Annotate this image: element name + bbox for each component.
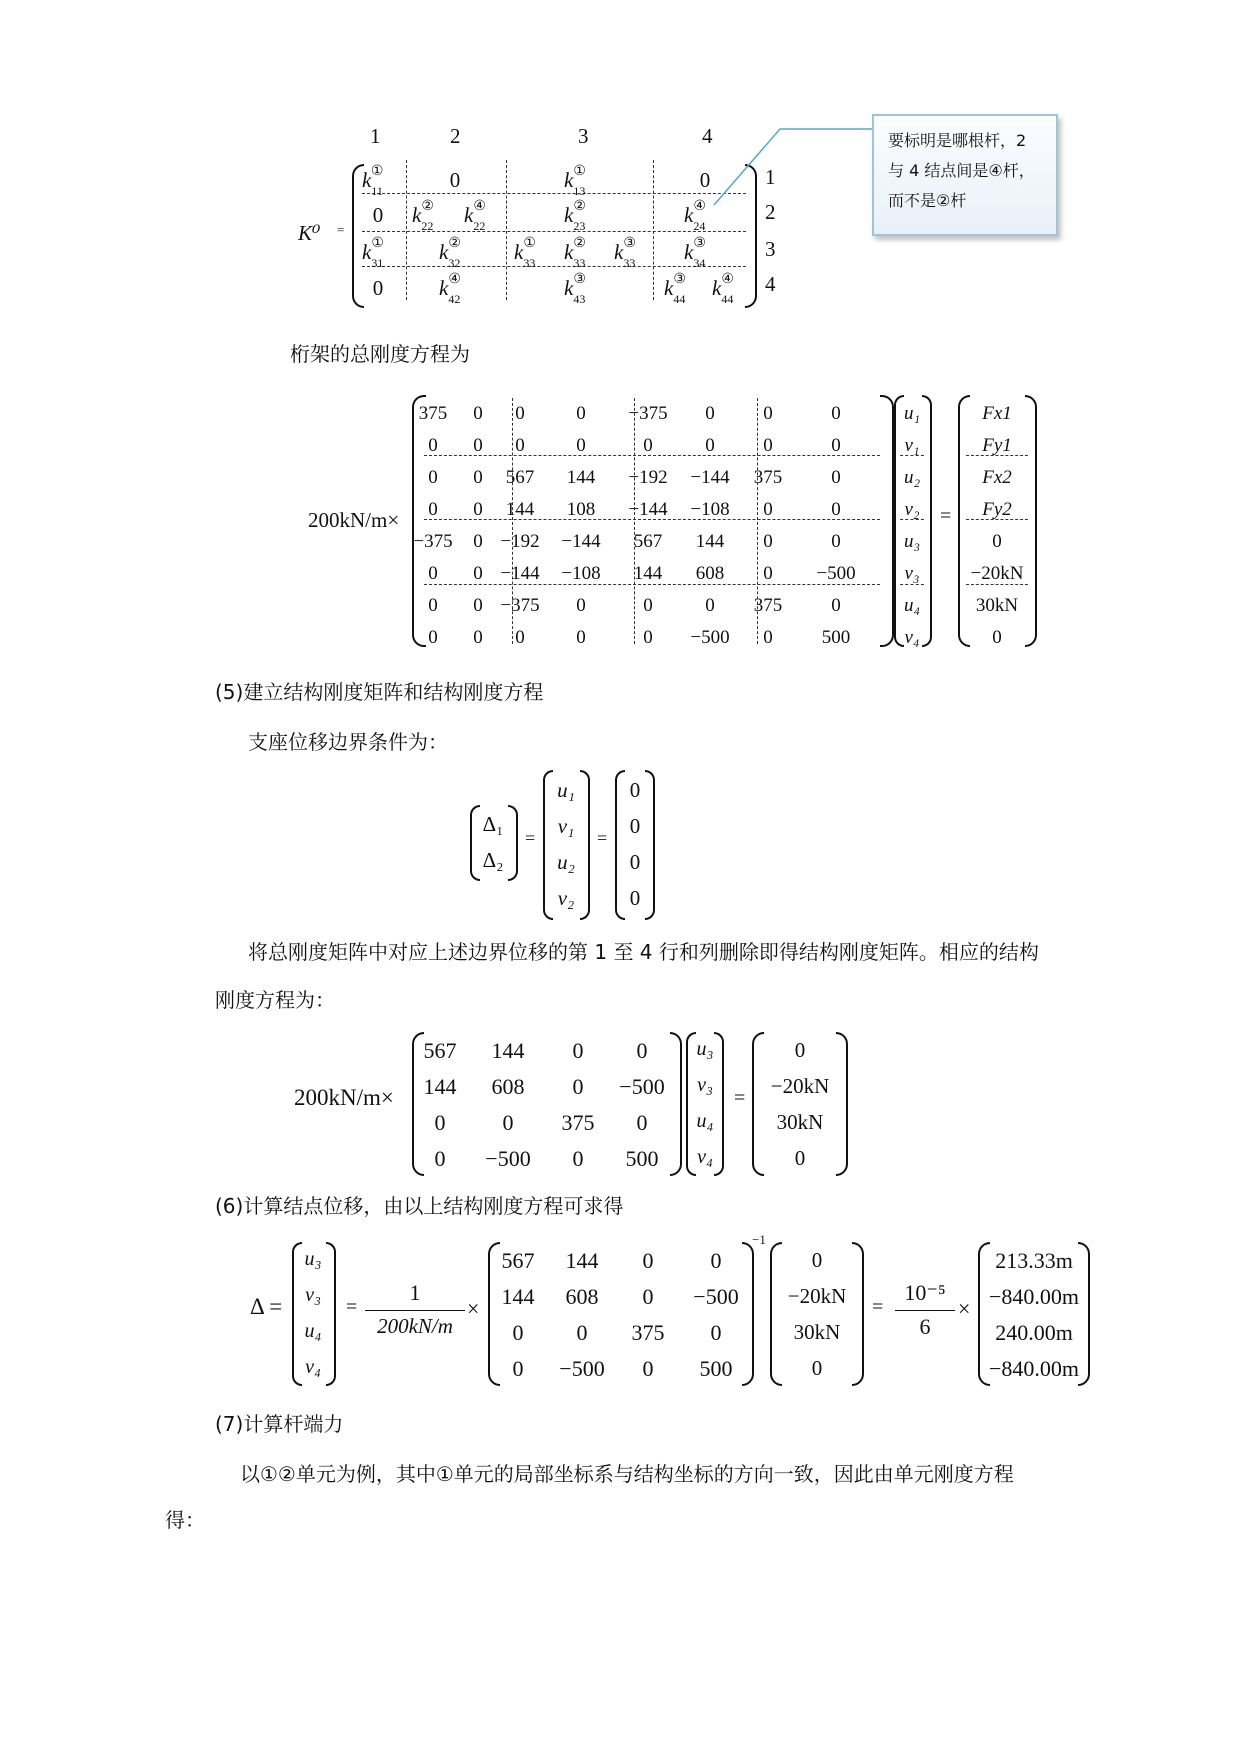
coefficient [308, 508, 399, 533]
bc-v2: v₂ [557, 886, 575, 910]
matrix-entry: −500 [619, 1074, 665, 1099]
matrix-entry: 0 [572, 1074, 584, 1099]
stiffness-entry: $k_{33}②$ [564, 236, 586, 270]
matrix-entry: −192 [500, 531, 540, 552]
matrix-entry: 0 [515, 403, 525, 424]
bc-v1: v₁ [557, 814, 575, 838]
matrix-entry: 0 [473, 467, 483, 488]
stiffness-entry: $k_{22}②$ [412, 199, 434, 233]
section-7-heading: (7)计算杆端力 [215, 1412, 344, 1436]
matrix-entry: 0 [699, 168, 711, 192]
matrix-entry: 500 [699, 1356, 733, 1381]
matrix-entry: 0 [512, 1356, 524, 1381]
bc-zero: 0 [629, 778, 641, 802]
matrix-entry: 0 [576, 595, 586, 616]
frac-numerator: 1 [409, 1280, 421, 1305]
grid-line [653, 160, 654, 300]
grid-line [506, 160, 507, 300]
force-entry: 30kN [975, 595, 1019, 616]
equals-sign: = [940, 505, 952, 527]
matrix-entry: 500 [821, 627, 851, 648]
matrix-entry: 0 [576, 1320, 588, 1345]
times-sign: × [467, 1296, 480, 1321]
matrix-entry: 0 [831, 595, 841, 616]
matrix-entry: −144 [690, 467, 730, 488]
matrix-entry: 567 [633, 531, 663, 552]
matrix-entry: 0 [473, 403, 483, 424]
equals-sign: = [872, 1296, 884, 1318]
matrix-entry: 0 [643, 435, 653, 456]
last-text-line-2: 得： [165, 1508, 205, 1532]
matrix-entry: −500 [816, 563, 856, 584]
matrix-entry: −500 [693, 1284, 739, 1309]
matrix-entry: 108 [566, 499, 596, 520]
matrix-entry: 0 [428, 499, 438, 520]
force-entry: Fy2 [982, 499, 1012, 520]
matrix-entry: 144 [565, 1248, 599, 1273]
disp-entry: v₁ [904, 435, 920, 456]
force-entry: Fy1 [982, 435, 1012, 456]
matrix-entry: −375 [500, 595, 540, 616]
matrix-entry: −375 [413, 531, 453, 552]
result-entry: −840.00m [988, 1356, 1080, 1381]
stiffness-entry: $k_{33}③$ [614, 236, 636, 270]
result-entry: 213.33m [995, 1248, 1073, 1273]
matrix-entry: 0 [572, 1038, 584, 1063]
matrix-entry: 144 [633, 563, 663, 584]
callout-box [872, 114, 1058, 236]
stiffness-entry: $k_{43}③$ [564, 272, 586, 306]
matrix-entry: 375 [561, 1110, 595, 1135]
callout-text: 要标明是哪根杆，2 与 4 结点间是④杆，而不是②杆 [888, 131, 1035, 210]
matrix-entry: 0 [831, 403, 841, 424]
disp-entry: v₃ [305, 1284, 321, 1306]
section-6-heading: (6)计算结点位移，由以上结构刚度方程可求得 [215, 1194, 624, 1218]
force-entry: −20kN [770, 1074, 830, 1098]
force-entry: 0 [794, 1038, 806, 1062]
frac-denominator: 200kN/m [377, 1314, 453, 1338]
matrix-entry: 144 [491, 1038, 525, 1063]
matrix-entry: 0 [515, 627, 525, 648]
matrix-entry: 0 [372, 203, 384, 227]
matrix-entry: 0 [642, 1356, 654, 1381]
matrix-entry: 0 [473, 563, 483, 584]
matrix-entry: 375 [753, 467, 783, 488]
matrix-entry: 0 [643, 595, 653, 616]
stiffness-entry: $k_{11}①$ [362, 164, 384, 198]
inverse-exponent: −1 [752, 1232, 766, 1247]
matrix-entry: 0 [763, 499, 773, 520]
force-entry: 0 [811, 1248, 823, 1272]
delta-lhs: Δ = [250, 1294, 283, 1319]
matrix-entry: 0 [473, 595, 483, 616]
bc-u1: u₁ [557, 778, 575, 802]
matrix-right-paren [880, 395, 894, 647]
delta-2: Δ₂ [482, 848, 504, 872]
matrix-entry: 0 [636, 1038, 648, 1063]
equals-sign: = [346, 1296, 358, 1318]
result-entry: 240.00m [995, 1320, 1073, 1345]
matrix-entry: 0 [428, 467, 438, 488]
k0-symbol: K⁰ [298, 221, 321, 245]
row-header-1: 1 [765, 165, 776, 189]
force-entry: −20kN [787, 1284, 847, 1308]
matrix-entry: 0 [473, 435, 483, 456]
bc-zero: 0 [629, 814, 641, 838]
matrix-entry: 0 [512, 1320, 524, 1345]
matrix-entry: 0 [434, 1110, 446, 1135]
disp-entry: v₃ [697, 1074, 713, 1096]
force-entry: 30kN [776, 1110, 824, 1134]
matrix-entry: 0 [502, 1110, 514, 1135]
matrix-entry: 144 [695, 531, 725, 552]
force-entry: Fx1 [982, 403, 1012, 424]
col-header-3: 3 [578, 124, 589, 148]
last-text-line-1: 以①②单元为例，其中①单元的局部坐标系与结构坐标的方向一致，因此由单元刚度方程 [240, 1462, 1014, 1486]
matrix-entry: 0 [636, 1110, 648, 1135]
delta-1: Δ₁ [482, 812, 504, 836]
matrix-entry: 0 [428, 595, 438, 616]
matrix-entry: 0 [643, 627, 653, 648]
equals-sign: = [597, 828, 608, 848]
matrix-entry: 0 [705, 595, 715, 616]
equals-sign: = [525, 828, 536, 848]
col-header-4: 4 [702, 124, 713, 148]
stiffness-entry: $k_{44}③$ [664, 272, 686, 306]
delta-right-paren [508, 805, 518, 881]
boundary-text: 支座位移边界条件为： [248, 730, 448, 754]
bc-zero: 0 [629, 886, 641, 910]
stiffness-entry: $k_{42}④$ [439, 272, 461, 306]
matrix-entry: −144 [500, 563, 540, 584]
matrix-entry: 567 [423, 1038, 457, 1063]
delete-text-line-2: 刚度方程为： [215, 988, 335, 1012]
matrix-entry: −108 [561, 563, 601, 584]
times-sign: × [958, 1296, 971, 1321]
result-entry: −840.00m [988, 1284, 1080, 1309]
disp-entry: u₃ [903, 531, 921, 552]
matrix-entry: 0 [831, 467, 841, 488]
matrix-entry: 375 [753, 595, 783, 616]
matrix-entry: 0 [642, 1248, 654, 1273]
col-header-1: 1 [370, 124, 381, 148]
stiffness-entry: $k_{22}④$ [464, 199, 486, 233]
matrix-entry: 144 [505, 499, 535, 520]
grid-line [362, 231, 746, 232]
force-entry: 30kN [793, 1320, 841, 1344]
stiffness-entry: $k_{23}②$ [564, 199, 586, 233]
matrix-entry: 0 [710, 1248, 722, 1273]
disp-entry: v₃ [904, 563, 920, 584]
matrix-entry: 0 [763, 627, 773, 648]
matrix-entry: 608 [695, 563, 725, 584]
row-header-3: 3 [765, 237, 776, 261]
matrix-entry: 144 [566, 467, 596, 488]
grid-line [406, 160, 407, 300]
matrix-entry: 375 [631, 1320, 665, 1345]
force-entry: 0 [811, 1356, 823, 1380]
stiffness-entry: $k_{31}①$ [362, 236, 384, 270]
factor-numerator: 10⁻⁵ [904, 1280, 946, 1305]
matrix-entry: 0 [473, 531, 483, 552]
equals-sign: = [337, 222, 345, 237]
matrix-entry: −500 [690, 627, 730, 648]
stiffness-entry: $k_{32}②$ [439, 236, 461, 270]
matrix-entry: 0 [831, 531, 841, 552]
disp-entry: u₄ [903, 595, 921, 616]
force-entry: 0 [794, 1146, 806, 1170]
disp-entry: v₂ [904, 499, 920, 520]
matrix-entry: 0 [642, 1284, 654, 1309]
matrix-entry: −375 [628, 403, 668, 424]
bc-u2: u₂ [557, 850, 575, 874]
stiffness-entry: $k_{34}③$ [684, 236, 706, 270]
callout-pointer [700, 125, 880, 215]
force-entry: −20kN [970, 563, 1024, 584]
stiffness-entry: $k_{24}④$ [684, 199, 706, 233]
grid-line [362, 193, 746, 194]
disp-entry: u₂ [903, 467, 921, 488]
matrix-entry: 0 [831, 435, 841, 456]
force-entry: 0 [992, 531, 1002, 552]
fraction-bar [895, 1310, 955, 1311]
matrix-entry: 0 [763, 563, 773, 584]
matrix-entry: 0 [576, 403, 586, 424]
delete-text-line-1: 将总刚度矩阵中对应上述边界位移的第 1 至 4 行和列删除即得结构刚度矩阵。相应的结构 [248, 940, 1039, 964]
factor-denominator: 6 [919, 1314, 931, 1339]
disp-entry: u₃ [696, 1038, 714, 1060]
stiffness-entry: $k_{13}①$ [564, 164, 586, 198]
matrix-entry: −144 [561, 531, 601, 552]
matrix-entry: 0 [705, 403, 715, 424]
matrix-entry: 608 [565, 1284, 599, 1309]
matrix-entry: 0 [372, 276, 384, 300]
matrix-entry: 0 [576, 435, 586, 456]
matrix-entry: 375 [418, 403, 448, 424]
force-entry: 0 [992, 627, 1002, 648]
matrix-entry: 0 [473, 499, 483, 520]
bc-zero: 0 [629, 850, 641, 874]
fraction-bar [365, 1310, 465, 1311]
disp-right-paren [580, 770, 590, 920]
matrix-entry: −500 [559, 1356, 605, 1381]
disp-entry: v₄ [697, 1146, 713, 1168]
matrix-entry: 0 [428, 627, 438, 648]
grid-line [362, 266, 746, 267]
row-header-4: 4 [765, 272, 776, 296]
matrix-entry: 0 [831, 499, 841, 520]
matrix-entry: 0 [572, 1146, 584, 1171]
stiffness-entry: $k_{44}④$ [712, 272, 734, 306]
matrix-entry: 0 [428, 563, 438, 584]
disp-entry: u₄ [696, 1110, 714, 1132]
coefficient: 200kN/m× [294, 1085, 394, 1110]
disp-entry: v₄ [904, 627, 920, 648]
disp-entry: u₁ [903, 403, 921, 424]
section-5-heading: (5)建立结构刚度矩阵和结构刚度方程 [215, 680, 544, 704]
matrix-entry: −500 [485, 1146, 531, 1171]
matrix-entry: 0 [763, 403, 773, 424]
matrix-entry: 500 [625, 1146, 659, 1171]
matrix-entry: 144 [501, 1284, 535, 1309]
matrix-entry: 567 [505, 467, 535, 488]
heading-total-equation: 桁架的总刚度方程为 [290, 342, 470, 366]
matrix-entry: −144 [628, 499, 668, 520]
matrix-entry: 0 [763, 531, 773, 552]
row-header-2: 2 [765, 200, 776, 224]
matrix-entry: 0 [710, 1320, 722, 1345]
matrix-entry: 0 [705, 435, 715, 456]
disp-entry: u₃ [304, 1248, 322, 1270]
matrix-entry: 0 [473, 627, 483, 648]
col-header-2: 2 [450, 124, 461, 148]
matrix-entry: 0 [515, 435, 525, 456]
matrix-entry: 0 [434, 1146, 446, 1171]
stiffness-entry: $k_{33}①$ [514, 236, 536, 270]
disp-entry: v₄ [305, 1356, 321, 1378]
matrix-entry: 0 [576, 627, 586, 648]
coefficient-text: 200kN/m× [308, 508, 400, 532]
matrix-entry: 608 [491, 1074, 525, 1099]
matrix-entry: 144 [423, 1074, 457, 1099]
disp-entry: u₄ [304, 1320, 322, 1342]
matrix-entry: 0 [763, 435, 773, 456]
matrix-entry: 0 [428, 435, 438, 456]
matrix-entry: −108 [690, 499, 730, 520]
matrix-entry: −192 [628, 467, 668, 488]
force-entry: Fx2 [982, 467, 1012, 488]
equals-sign: = [734, 1087, 746, 1109]
matrix-entry: 0 [449, 168, 461, 192]
matrix-entry: 567 [501, 1248, 535, 1273]
